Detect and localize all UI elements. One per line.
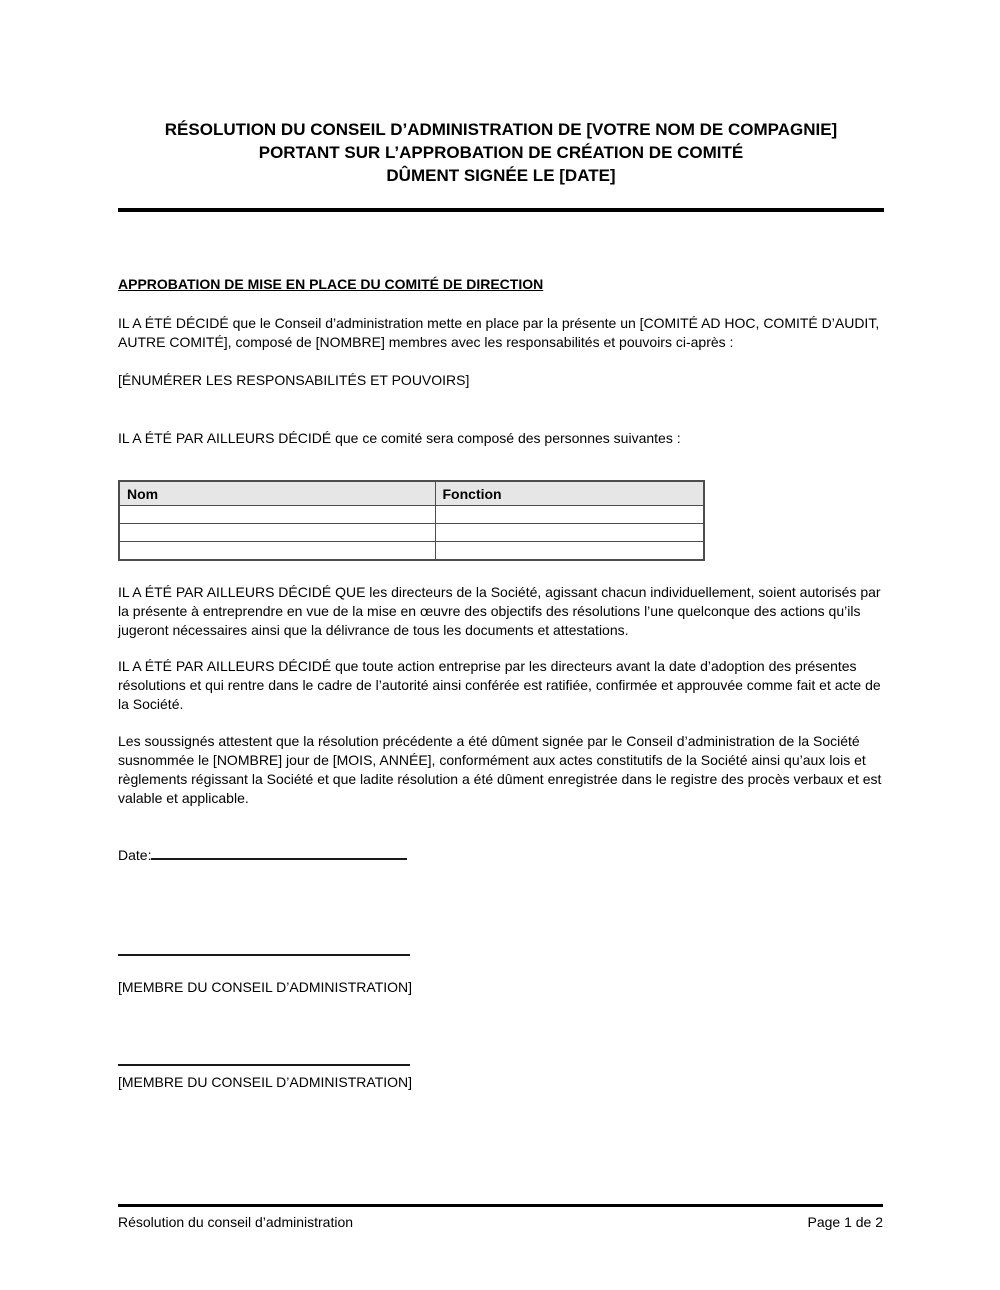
date-label: Date:: [118, 847, 152, 863]
footer-document-name: Résolution du conseil d’administration: [118, 1214, 354, 1230]
table-row: [119, 542, 704, 561]
document-title: [151, 118, 851, 187]
paragraph-members-intro: IL A ÉTÉ PAR AILLEURS DÉCIDÉ que ce comité sera composé des personnes suivantes :: [118, 430, 681, 446]
title-line-2: PORTANT SUR L’APPROBATION DE CRÉATION DE COMITÉ: [258, 143, 744, 162]
table-cell-nom: [119, 506, 435, 524]
footer-divider-rule: [118, 1204, 883, 1207]
date-row: [118, 844, 884, 865]
paragraph-directors-powers: IL A ÉTÉ PAR AILLEURS DÉCIDÉ QUE les directeurs de la Société, agissant chacun individuellement, soient autorisés par la présente à entreprendre en vue de la mise en œuvre des objectifs des résolutions l’une quelconque des actions qu’ils jugeront nécessaires ainsi que la délivrance de tous les documents et attestations.: [118, 584, 881, 638]
signature-line-1: [118, 954, 410, 956]
table-row: [119, 524, 704, 542]
signature-label-1: [MEMBRE DU CONSEIL D’ADMINISTRATION]: [118, 979, 413, 995]
section-heading: APPROBATION DE MISE EN PLACE DU COMITÉ DE DIRECTION: [118, 276, 544, 292]
table-row: [119, 506, 704, 524]
table-header-fonction: Fonction: [435, 481, 704, 506]
footer-page-number: Page 1 de 2: [807, 1214, 883, 1230]
title-divider-rule: [118, 208, 884, 212]
table-header-nom: Nom: [119, 481, 435, 506]
title-line-1: RÉSOLUTION DU CONSEIL D’ADMINISTRATION DE [VOTRE NOM DE COMPAGNIE]: [164, 120, 838, 139]
paragraph-certification: Les soussignés attestent que la résolution précédente a été dûment signée par le Conseil d’administration de la Société susnommée le [NOMBRE] jour de [MOIS, ANNÉE], conformément aux actes constitutifs de la Société ainsi qu’aux lois et règlements régissant la Société et que ladite résolution a été dûment enregistrée dans le registre des procès verbaux et est valable et applicable.: [118, 733, 882, 806]
paragraph-committee-creation: IL A ÉTÉ DÉCIDÉ que le Conseil d’administration mette en place par la présente un [COMITÉ AD HOC, COMITÉ D’AUDIT, AUTRE COMITÉ], composé de [NOMBRE] membres avec les responsabilités et pouvoirs ci-après :: [118, 315, 880, 350]
footer-row: [118, 1213, 883, 1232]
members-table: [118, 480, 705, 561]
page-footer: [118, 1204, 883, 1232]
table-header-row: [119, 481, 704, 506]
table-cell-nom: [119, 524, 435, 542]
table-cell-fonction: [435, 542, 704, 561]
table-cell-nom: [119, 542, 435, 561]
signature-line-2: [118, 1064, 410, 1066]
signature-label-2: [MEMBRE DU CONSEIL D’ADMINISTRATION]: [118, 1074, 413, 1090]
paragraph-prior-actions: IL A ÉTÉ PAR AILLEURS DÉCIDÉ que toute action entreprise par les directeurs avant la date d’adoption des présentes résolutions et qui rentre dans le cadre de l’autorité ainsi conférée est ratifiée, confirmée et approuvée comme fait et acte de la Société.: [118, 658, 881, 712]
placeholder-responsibilities: [ÉNUMÉRER LES RESPONSABILITÉS ET POUVOIRS]: [118, 372, 470, 388]
document-content: [118, 0, 884, 1092]
date-blank-line: [151, 844, 407, 860]
title-line-3: DÛMENT SIGNÉE LE [DATE]: [386, 166, 616, 185]
table-cell-fonction: [435, 506, 704, 524]
table-cell-fonction: [435, 524, 704, 542]
